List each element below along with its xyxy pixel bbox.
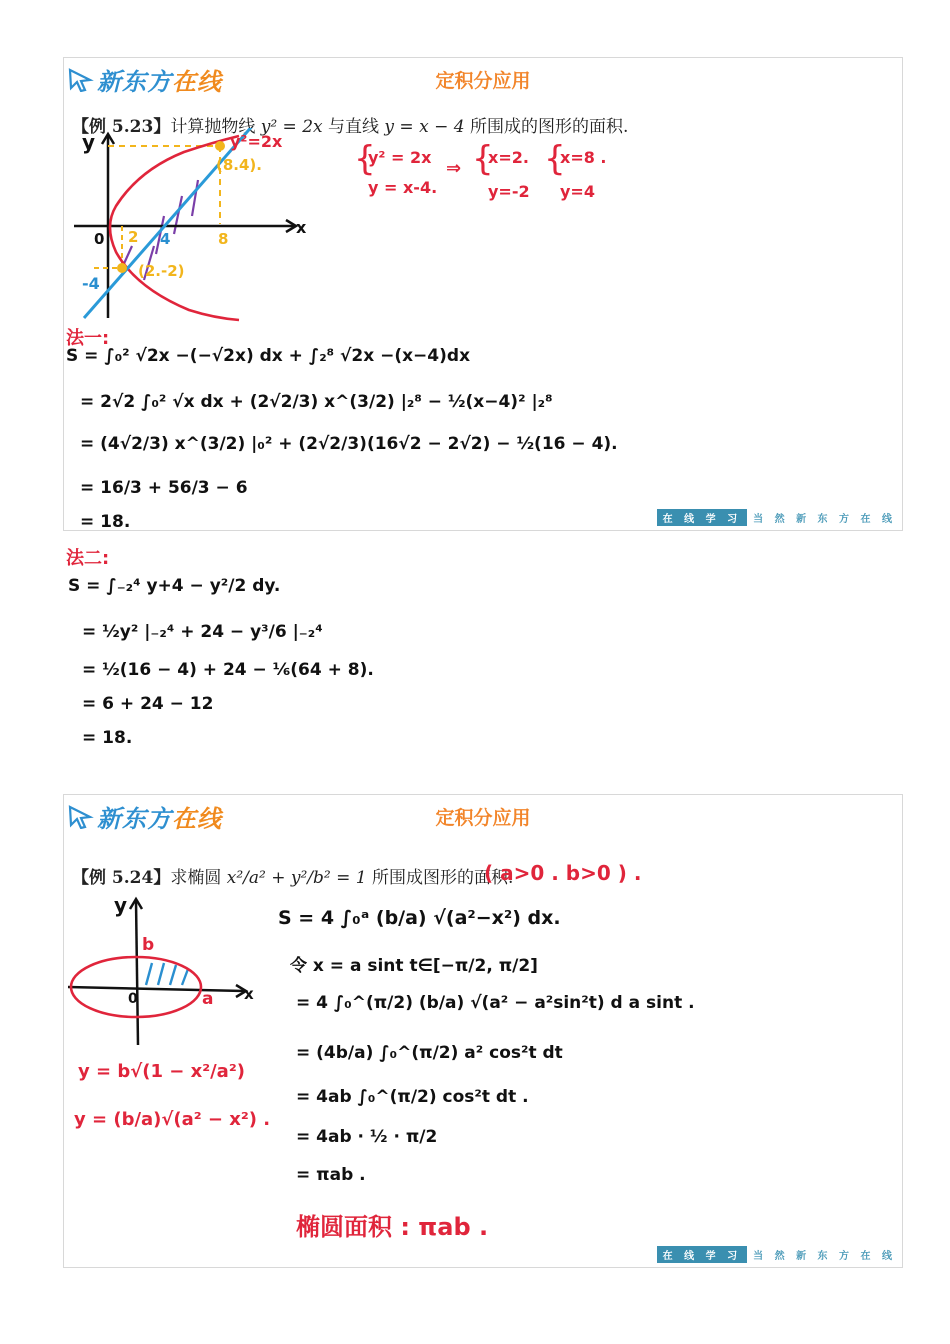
graph-y-label: y bbox=[82, 130, 96, 154]
method2-label: 法二: bbox=[66, 548, 110, 569]
problem-text-2: 所围成图形的面积. bbox=[371, 868, 514, 888]
logo-text-part1: 新东方 bbox=[97, 68, 172, 96]
graph-tick-2: 2 bbox=[128, 228, 139, 246]
method1-label: 法一: bbox=[66, 328, 110, 349]
logo-text-part1: 新东方 bbox=[97, 805, 172, 833]
intersection-point-upper bbox=[215, 141, 225, 151]
brace-2: { bbox=[472, 139, 494, 179]
logo-text-part2: 在线 bbox=[172, 805, 222, 833]
slide-example-5-23 bbox=[63, 57, 903, 531]
graph-a-label: a bbox=[202, 989, 214, 1009]
graph-curve-label: y²=2x bbox=[230, 132, 283, 151]
graph-origin: 0 bbox=[94, 230, 105, 248]
note-upper-half-1: y = b√(1 − x²/a²) bbox=[78, 1061, 245, 1082]
implies-arrow: ⇒ bbox=[446, 158, 462, 179]
logo-text-part2: 在线 bbox=[172, 68, 222, 96]
problem-text-1: 计算抛物线 bbox=[170, 117, 256, 137]
problem-text-3: 所围成的图形的面积. bbox=[469, 117, 629, 137]
method2-line-5: = 18. bbox=[82, 728, 133, 748]
slide-footer bbox=[657, 509, 896, 526]
problem-text-1: 求椭圆 bbox=[170, 868, 222, 888]
graph-tick-neg4: -4 bbox=[82, 274, 100, 293]
slide-footer bbox=[657, 1246, 896, 1263]
graph-y-label: y bbox=[114, 893, 128, 917]
footer-block: 在 线 学 习 bbox=[657, 509, 747, 526]
problem-statement bbox=[72, 863, 513, 888]
method2-line-1: S = ∫₋₂⁴ y+4 − y²/2 dy. bbox=[68, 576, 281, 596]
footer-text: 当 然 新 东 方 在 线 bbox=[753, 1251, 896, 1262]
system-eq2: y = x-4. bbox=[368, 178, 438, 197]
ellipse-area-conclusion: 椭圆面积 : πab . bbox=[296, 1213, 489, 1241]
parabola-line-graph bbox=[64, 128, 314, 328]
system-eq1: y² = 2x bbox=[368, 148, 432, 167]
solution2-y: y=4 bbox=[560, 182, 595, 201]
graph-point-lower-label: (2.-2) bbox=[138, 262, 185, 280]
intersection-point-lower bbox=[117, 263, 127, 273]
brace-3: { bbox=[544, 139, 566, 179]
ellipse-line-3: = 4 ∫₀^(π/2) (b/a) √(a² − a²sin²t) d a sint . bbox=[296, 993, 695, 1013]
ellipse-line-1: S = 4 ∫₀ᵃ (b/a) √(a²−x²) dx. bbox=[278, 907, 561, 929]
ellipse-line-7: = πab . bbox=[296, 1165, 366, 1185]
graph-point-upper-label: (8.4). bbox=[216, 156, 262, 174]
solution1-x: x=2. bbox=[488, 148, 529, 167]
ellipse-line-5: = 4ab ∫₀^(π/2) cos²t dt . bbox=[296, 1087, 529, 1107]
slide-title: 定积分应用 bbox=[435, 807, 531, 829]
graph-x-label: x bbox=[296, 218, 307, 237]
problem-label: 【例 5.24】 bbox=[72, 868, 171, 888]
graph-x-label: x bbox=[244, 985, 254, 1003]
solution1-y: y=-2 bbox=[488, 182, 530, 201]
problem-math-2: y = x − 4 bbox=[384, 117, 465, 137]
solution2-x: x=8 . bbox=[560, 148, 607, 167]
method2-line-3: = ½(16 − 4) + 24 − ⅙(64 + 8). bbox=[82, 660, 374, 680]
method1-line-5: = 18. bbox=[80, 512, 131, 532]
footer-text: 当 然 新 东 方 在 线 bbox=[753, 514, 896, 525]
ellipse-line-2: 令 x = a sint t∈[−π/2, π/2] bbox=[290, 956, 538, 976]
ellipse-line-4: = (4b/a) ∫₀^(π/2) a² cos²t dt bbox=[296, 1043, 563, 1063]
graph-origin: 0 bbox=[128, 991, 138, 1007]
brace-1: { bbox=[354, 139, 376, 179]
method1-line-2: = 2√2 ∫₀² √x dx + (2√2/3) x^(3/2) |₂⁸ − ½(x−4)² |₂⁸ bbox=[80, 392, 553, 412]
problem-label: 【例 5.23】 bbox=[72, 117, 171, 137]
slide-title: 定积分应用 bbox=[435, 70, 531, 92]
method1-line-4: = 16/3 + 56/3 − 6 bbox=[80, 478, 248, 498]
graph-tick-4: 4 bbox=[160, 230, 171, 248]
y-axis bbox=[136, 901, 138, 1045]
note-upper-half-2: y = (b/a)√(a² − x²) . bbox=[74, 1109, 271, 1130]
method2-line-4: = 6 + 24 − 12 bbox=[82, 694, 214, 714]
method1-line-1: S = ∫₀² √2x −(−√2x) dx + ∫₂⁸ √2x −(x−4)dx bbox=[66, 346, 471, 366]
footer-block: 在 线 学 习 bbox=[657, 1246, 747, 1263]
graph-tick-8: 8 bbox=[218, 230, 229, 248]
ellipse-graph bbox=[64, 895, 264, 1055]
problem-condition: ( a>0 . b>0 ) . bbox=[484, 861, 642, 885]
problem-text-2: 与直线 bbox=[328, 117, 380, 137]
x-axis bbox=[68, 987, 244, 991]
ellipse-line-6: = 4ab · ½ · π/2 bbox=[296, 1127, 438, 1147]
graph-b-label: b bbox=[142, 935, 155, 955]
method1-line-3: = (4√2/3) x^(3/2) |₀² + (2√2/3)(16√2 − 2√2) − ½(16 − 4). bbox=[80, 434, 618, 454]
problem-math-1: y² = 2x bbox=[260, 117, 323, 137]
slide-example-5-24 bbox=[63, 794, 903, 1268]
problem-math: x²/a² + y²/b² = 1 bbox=[226, 868, 367, 888]
method2-line-2: = ½y² |₋₂⁴ + 24 − y³/6 |₋₂⁴ bbox=[82, 622, 323, 642]
